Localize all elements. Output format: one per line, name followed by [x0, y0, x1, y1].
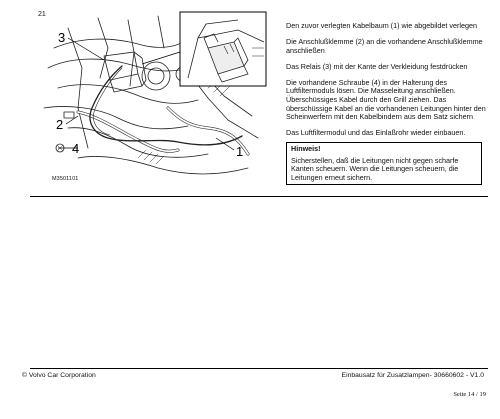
instruction-3: Das Relais (3) mit der Kante der Verkleidung festdrücken [286, 61, 468, 71]
note-text: Sicherstellen, daß die Leitungen nicht gegen scharfe Kanten scheuern. Wenn die Leitungen scheuern, die Leitungen erneut sichern. [291, 155, 459, 182]
callout-4: 4 [72, 141, 80, 156]
callout-2: 2 [56, 117, 64, 132]
illustration-code: M3501101 [52, 176, 79, 182]
callout-3: 3 [58, 30, 66, 45]
page-number: Seite 14 / 19 [453, 391, 486, 398]
instruction-5: Das Luftfiltermodul und das Einlaßrohr wieder einbauen. [286, 128, 466, 138]
note-title: Hinweis! [291, 144, 321, 153]
document-title: Einbausatz für Zusatzlampen- 30660602 - V1.0 [341, 372, 484, 379]
step-number: 21 [38, 11, 46, 18]
instruction-list [286, 22, 490, 145]
footer-divider [30, 368, 488, 369]
note-box [286, 142, 482, 185]
section-divider [30, 196, 488, 197]
instruction-1: Den zuvor verlegten Kabelbaum (1) wie abgebildet verlegen [286, 21, 477, 30]
callout-1: 1 [236, 144, 244, 159]
copyright: © Volvo Car Corporation [22, 372, 96, 379]
installation-illustration [38, 8, 270, 184]
instruction-4: Die vorhandene Schraube (4) in der Halterung des Luftfiltermoduls lösen. Die Masseleitung anschließen. Überschüssiges Kabel durch den Grill ziehen. Das überschüssige Kabel an die vorhandenen Leitungen hinter den Scheinwerfern mit den Kabelbindern aus dem Satz sichern [286, 77, 486, 122]
instruction-2: Die Anschlußklemme (2) an die vorhandene Anschlußklemme anschließen [286, 37, 483, 55]
